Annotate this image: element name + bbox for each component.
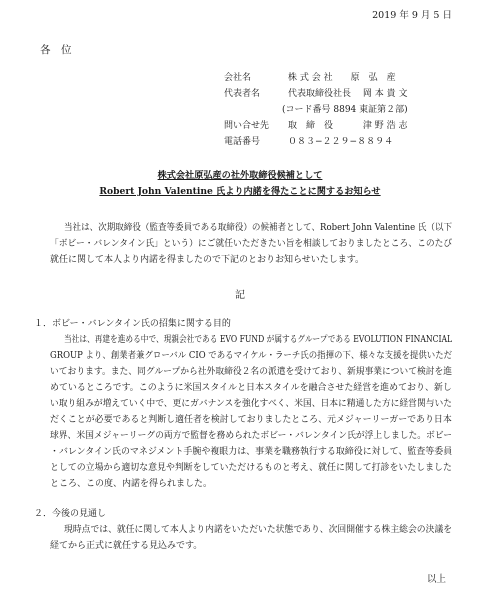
phone-label: 電話番号 <box>224 137 261 147</box>
section-1-line: GROUP より、創業者兼グローバル CIO であるマイケル・ラーチ氏の指揮の下、様々な支援を提供いただ <box>50 351 453 361</box>
contact-label: 問い合せ先 <box>224 121 270 131</box>
section-1-line: 当社は、再建を進める中で、現親会社である EVO FUND が属するグループである EVOLUTION FINANCIAL <box>64 335 453 345</box>
document-date: 2019 年 9 月 5 日 <box>372 10 452 21</box>
section-1-line: い取り組みが増えていく中で、更にガバナンスを強化すべく、米国、日本に精通した方に経営関与いた <box>50 399 453 409</box>
company-name-value: 株 式 会 社 原 弘 産 <box>288 73 396 83</box>
title-line-1: 株式会社原弘産の社外取締役候補として <box>157 170 323 181</box>
section-1-line: ところ、この度、内諾を得られました。 <box>50 479 213 489</box>
section-1-line: いております。また、同グループから社外取締役２名の派遣を受けており、新規事業について検討を進 <box>50 367 453 377</box>
section-2-line: 経てから正式に就任する見込みです。 <box>50 541 203 551</box>
contact-value: 取 締 役 津 野 浩 志 <box>288 121 408 131</box>
closing-mark: 以上 <box>426 574 446 585</box>
company-name-label: 会社名 <box>224 73 252 83</box>
section-1-line: ・バレンタイン氏のマネジメント手腕や複眼力は、事業を職務執行する取締役に対して、監査等委員 <box>50 447 453 457</box>
representative-label: 代表者名 <box>224 89 261 99</box>
phone-value: ０８３−２２９−８８９４ <box>288 137 394 147</box>
section-1-line: めているところです。このように米国スタイルと日本スタイルを融合させた経営を進めており、新し <box>50 383 452 393</box>
representative-value: 代表取締役社長 岡 本 貴 文 <box>288 89 408 99</box>
section-1-line: だくことが必要であると判断し適任者を検討しておりましたところ、元メジャーリーガーであり日本 <box>50 415 452 425</box>
intro-line: 当社は、次期取締役（監査等委員である取締役）の候補者として、Robert John Valentine 氏（以下 <box>64 223 453 233</box>
ki-marker: 記 <box>235 290 245 301</box>
stock-code: (コード番号 8894 東証第２部) <box>282 105 408 115</box>
title-line-2: Robert John Valentine 氏より内諾を得たことに関するお知らせ <box>99 186 381 197</box>
section-1-line: 球界、米国メジャーリーグの両方で監督を務められたボビー・バレンタイン氏が浮上しました。ボビー <box>50 431 453 441</box>
intro-line: 「ボビー・バレンタイン氏」という）にご就任いただきたい旨を相談しておりましたところ、このたび <box>50 239 453 249</box>
section-2-line: 現時点では、就任に関して本人より内諾をいただいた状態であり、次回開催する株主総会の決議を <box>64 525 453 535</box>
intro-line: 就任に関して本人より内諾を得ましたので下記のとおりお知らせいたします。 <box>50 255 365 265</box>
section-1-line: としての立場から適切な意見や判断をしていただけるものと考え、就任に関して打診をいたしました <box>50 463 452 473</box>
section-1-heading: １．ボビー・バレンタイン氏の招集に関する目的 <box>34 319 231 329</box>
section-2-heading: ２．今後の見通し <box>34 509 107 519</box>
addressee: 各 位 <box>40 44 72 56</box>
